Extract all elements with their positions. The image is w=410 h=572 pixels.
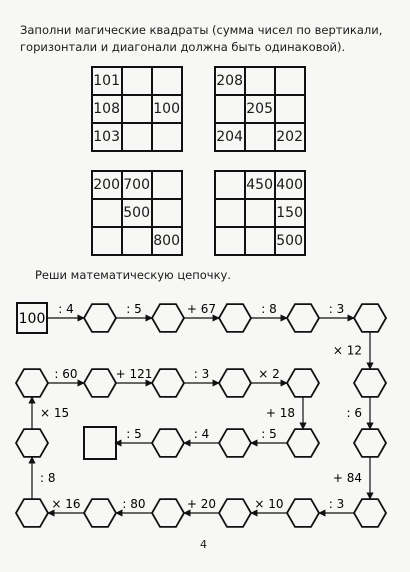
answer-hexagon[interactable] (219, 304, 251, 332)
chain-operation: : 3 (193, 367, 210, 381)
square-cell[interactable]: 202 (275, 123, 305, 151)
answer-hexagon[interactable] (219, 499, 251, 527)
chain-operation: × 15 (40, 406, 70, 420)
chain-operation: : 4 (58, 302, 74, 316)
chain-operation: × 16 (51, 497, 81, 511)
answer-box[interactable] (84, 427, 116, 459)
square-cell[interactable]: 208 (215, 67, 245, 95)
chain-operation: + 20 (186, 497, 217, 511)
answer-hexagon[interactable] (287, 429, 319, 457)
answer-hexagon[interactable] (219, 429, 251, 457)
square-cell[interactable]: 800 (152, 227, 182, 255)
square-cell[interactable]: 200 (92, 171, 122, 199)
answer-hexagon[interactable] (16, 369, 48, 397)
chain-operation: : 8 (261, 302, 277, 316)
answer-hexagon[interactable] (16, 429, 48, 457)
chain-operation: : 5 (126, 427, 142, 441)
answer-hexagon[interactable] (287, 304, 319, 332)
chain-operation: + 121 (115, 367, 153, 381)
chain-operation: + 67 (186, 302, 217, 316)
answer-hexagon[interactable] (84, 369, 116, 397)
square-cell[interactable]: 100 (152, 95, 182, 123)
chain-operation: : 3 (328, 497, 345, 511)
answer-hexagon[interactable] (354, 369, 386, 397)
chain-operation: : 5 (261, 427, 277, 441)
square-cell[interactable]: 450 (245, 171, 275, 199)
page-number: 4 (200, 538, 207, 551)
chain-operation: : 4 (193, 427, 210, 441)
answer-hexagon[interactable] (287, 369, 319, 397)
square-cell[interactable]: 204 (215, 123, 245, 151)
instruction-text: Заполни магические квадраты (сумма чисел по вертикали, горизонтали и диагонали должна быть одинаковой). (20, 23, 383, 54)
chain-operation: : 8 (40, 471, 56, 485)
square-cell[interactable]: 101 (92, 67, 122, 95)
square-cell[interactable]: 103 (92, 123, 122, 151)
chain-operation: + 18 (265, 406, 295, 420)
answer-hexagon[interactable] (152, 369, 184, 397)
answer-hexagon[interactable] (84, 304, 116, 332)
chain-operation: × 2 (258, 367, 280, 381)
square-cell[interactable]: 108 (92, 95, 122, 123)
answer-hexagon[interactable] (16, 499, 48, 527)
chain-operation: × 10 (254, 497, 284, 511)
answer-hexagon[interactable] (354, 499, 386, 527)
answer-hexagon[interactable] (152, 304, 184, 332)
chain-title: Реши математическую цепочку. (35, 268, 231, 282)
chain-operation: : 80 (122, 497, 146, 511)
square-cell[interactable]: 700 (122, 171, 152, 199)
square-cell[interactable]: 400 (275, 171, 305, 199)
answer-hexagon[interactable] (354, 429, 386, 457)
answer-hexagon[interactable] (354, 304, 386, 332)
chain-operation: : 3 (328, 302, 345, 316)
answer-hexagon[interactable] (287, 499, 319, 527)
start-value: 100 (18, 311, 46, 327)
chain-operation: : 5 (126, 302, 142, 316)
answer-hexagon[interactable] (219, 369, 251, 397)
square-cell[interactable]: 500 (275, 227, 305, 255)
chain-operation: × 12 (332, 343, 362, 358)
answer-hexagon[interactable] (152, 499, 184, 527)
square-cell[interactable]: 500 (122, 199, 152, 227)
chain-operation: + 84 (332, 471, 362, 485)
square-cell[interactable]: 205 (245, 95, 275, 123)
square-cell[interactable]: 150 (275, 199, 305, 227)
chain-operation: : 6 (346, 406, 362, 420)
chain-operation: : 60 (54, 367, 78, 381)
answer-hexagon[interactable] (84, 499, 116, 527)
answer-hexagon[interactable] (152, 429, 184, 457)
